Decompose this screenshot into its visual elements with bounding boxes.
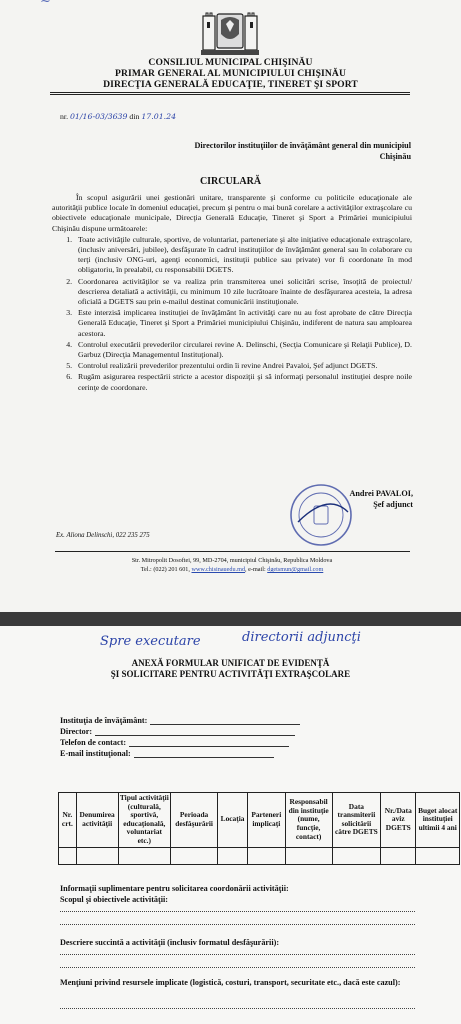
field-label: Instituţia de învăţământ: <box>60 716 148 725</box>
signatory-name: Andrei PAVALOI, <box>349 489 413 498</box>
list-item: 6. Rugăm asigurarea respectării stricte a acestor dispoziţii şi să informaţi personalul instituţiei despre noile cerinţe de coordonare. <box>74 372 412 392</box>
document-number <box>60 112 176 121</box>
col-submission-date: Data transmiterii solicitării către DGETS <box>332 793 380 848</box>
table-cell[interactable] <box>76 847 118 864</box>
table-cell[interactable] <box>248 847 286 864</box>
footer-website-link[interactable]: www.chisinauedu.md <box>191 566 246 573</box>
answer-line[interactable] <box>60 967 415 968</box>
field-line[interactable] <box>150 716 300 725</box>
field-institution <box>60 716 300 725</box>
header-council: CONSILIUL MUNICIPAL CHIŞINĂU <box>148 57 313 68</box>
intro-paragraph: În scopul asigurării unei gestionări unitare, transparente şi conforme cu politicile educaţionale ale autorităţii publice locale în domeniul educaţiei, precum şi pentru o mai bună corelare a activităţilor extraşcolare cu obiectivele educaţionale municipale, Direcţia Generală Educaţie, Tineret şi Sport a Primăriei municipiului Chişinău dispune următoarele: <box>52 193 412 233</box>
field-label: E-mail instituţional: <box>60 749 131 758</box>
col-activity-name: Denumirea activităţii <box>76 793 118 848</box>
circular-title: CIRCULARĂ <box>199 176 262 187</box>
list-item: 3. Este interzisă implicarea instituţiei de învăţământ în activităţi care nu au fost aprobate de către Direcţia Generală Educaţie, Tineret şi Sport a Primăriei municipiului Chişinău, indiferent de natura sau amploarea acestora. <box>74 308 412 339</box>
col-partners: Parteneri implicaţi <box>248 793 286 848</box>
answer-line[interactable] <box>60 911 415 912</box>
footer-contacts <box>82 556 382 574</box>
footer-phone: Tel.: (022) 201 601, <box>140 566 190 573</box>
question-description: Descriere succintă a activităţii (inclusiv formatul desfăşurării): <box>60 938 280 947</box>
field-director <box>60 727 295 736</box>
table-cell[interactable] <box>118 847 171 864</box>
field-label: Director: <box>60 727 93 736</box>
answer-line[interactable] <box>60 1008 415 1009</box>
date-prefix: din <box>129 112 140 121</box>
addressee: Directorilor instituţiilor de învăţământ general din municipiul Chişinău <box>194 141 411 161</box>
handwritten-resolution: Spre executare <box>100 634 201 649</box>
header-rule-thin <box>50 94 410 95</box>
executor-note: Ex. Aliona Delinschi, 022 235 275 <box>56 532 150 539</box>
footer-email-prefix: , e-mail: <box>245 566 266 573</box>
handwritten-note-top: ~ <box>40 0 51 9</box>
footer-rule <box>55 551 410 552</box>
list-item: 2. Coordonarea activităţilor se va realiza prin transmiterea unei solicitări scrise, însoţită de proiectul/ descrierea detaliată a activităţii, cu minimum 10 zile lucrătoare înainte de desfăşurarea acesteia, la adresa oficială a DGETS sau prin e-mailul destinat comunicării instituţionale. <box>74 277 412 308</box>
dispositions-list <box>52 235 412 393</box>
handwritten-resolution-2: directorii adjuncţi <box>242 630 361 645</box>
col-nr: Nr. crt. <box>59 793 77 848</box>
table-cell[interactable] <box>381 847 416 864</box>
annex-form-page <box>0 626 461 1024</box>
table-cell[interactable] <box>218 847 248 864</box>
signature-block <box>349 488 413 510</box>
table-cell[interactable] <box>285 847 332 864</box>
info-title: Informaţii suplimentare pentru solicitarea coordonării activităţii: <box>60 884 289 893</box>
date-handwritten: 17.01.24 <box>141 112 177 121</box>
col-location: Locaţia <box>218 793 248 848</box>
answer-line[interactable] <box>60 924 415 925</box>
field-label: Telefon de contact: <box>60 738 127 747</box>
col-activity-type: Tipul activităţii (culturală, sportivă, educaţională, voluntariat etc.) <box>118 793 171 848</box>
number-handwritten: 01/16-03/3639 <box>69 112 128 121</box>
signatory-role: Şef adjunct <box>373 500 413 509</box>
footer-email-link[interactable]: dgetsmun@gmail.com <box>267 566 324 573</box>
list-item: 4. Controlul executării prevederilor circularei revine A. Delinschi, (Secţia Comunicare şi Relaţii Publice), D. Garbuz (Direcţia Managementul Instituţional). <box>74 340 412 360</box>
header-directorate: DIRECŢIA GENERALĂ EDUCAŢIE, TINERET ŞI SPORT <box>103 79 358 90</box>
chisinau-coat-of-arms-icon <box>199 6 261 56</box>
col-period: Perioada desfăşurării <box>171 793 218 848</box>
field-phone <box>60 738 289 747</box>
activities-table <box>58 792 460 865</box>
field-line[interactable] <box>129 738 289 747</box>
answer-line[interactable] <box>60 954 415 955</box>
number-prefix: nr. <box>60 112 69 121</box>
table-cell[interactable] <box>332 847 380 864</box>
field-line[interactable] <box>134 749 274 758</box>
header-rule <box>50 92 410 93</box>
header-mayor: PRIMAR GENERAL AL MUNICIPIULUI CHIŞINĂU <box>115 68 346 79</box>
question-objectives: Scopul şi obiectivele activităţii: <box>60 895 169 904</box>
field-line[interactable] <box>95 727 295 736</box>
circular-body <box>52 193 412 394</box>
official-stamp-icon <box>288 482 354 548</box>
field-email <box>60 749 274 758</box>
table-cell[interactable] <box>59 847 77 864</box>
col-responsible: Responsabil din instituţie (nume, funcţie, contact) <box>285 793 332 848</box>
list-item: 5. Controlul realizării prevederilor prezentului ordin îi revine Andrei Pavaloi, Şef adjunct DGETS. <box>74 361 412 371</box>
list-item: 1. Toate activităţile culturale, sportive, de voluntariat, parteneriate şi alte iniţiative educaţionale extraşcolare, (inclusiv aniversări, jubilee), desfăşurate în cadrul instituţiilor de învăţământ general sau în colaborare cu terţi (inclusiv ONG-uri, agenţi economici, instituţii publice sau private) vor fi coordonate în mod obligatoriu, în prealabil, cu responsabilii DGETS. <box>74 235 412 276</box>
footer-address: Str. Mitropolit Dosoftei, 99, MD-2704, municipiul Chişinău, Republica Moldova <box>131 557 333 564</box>
table-row <box>59 847 460 864</box>
annex-title: ANEXĂ FORMULAR UNIFICAT DE EVIDENŢĂ <box>131 658 330 668</box>
col-approval: Nr./Data aviz DGETS <box>381 793 416 848</box>
table-cell[interactable] <box>416 847 460 864</box>
col-budget: Buget alocat instituţiei ultimii 4 ani <box>416 793 460 848</box>
table-cell[interactable] <box>171 847 218 864</box>
question-resources: Menţiuni privind resursele implicate (logistică, costuri, transport, securitate etc., dacă este cazul): <box>60 978 401 987</box>
annex-subtitle: ŞI SOLICITARE PENTRU ACTIVITĂŢI EXTRAŞCOLARE <box>110 669 351 679</box>
